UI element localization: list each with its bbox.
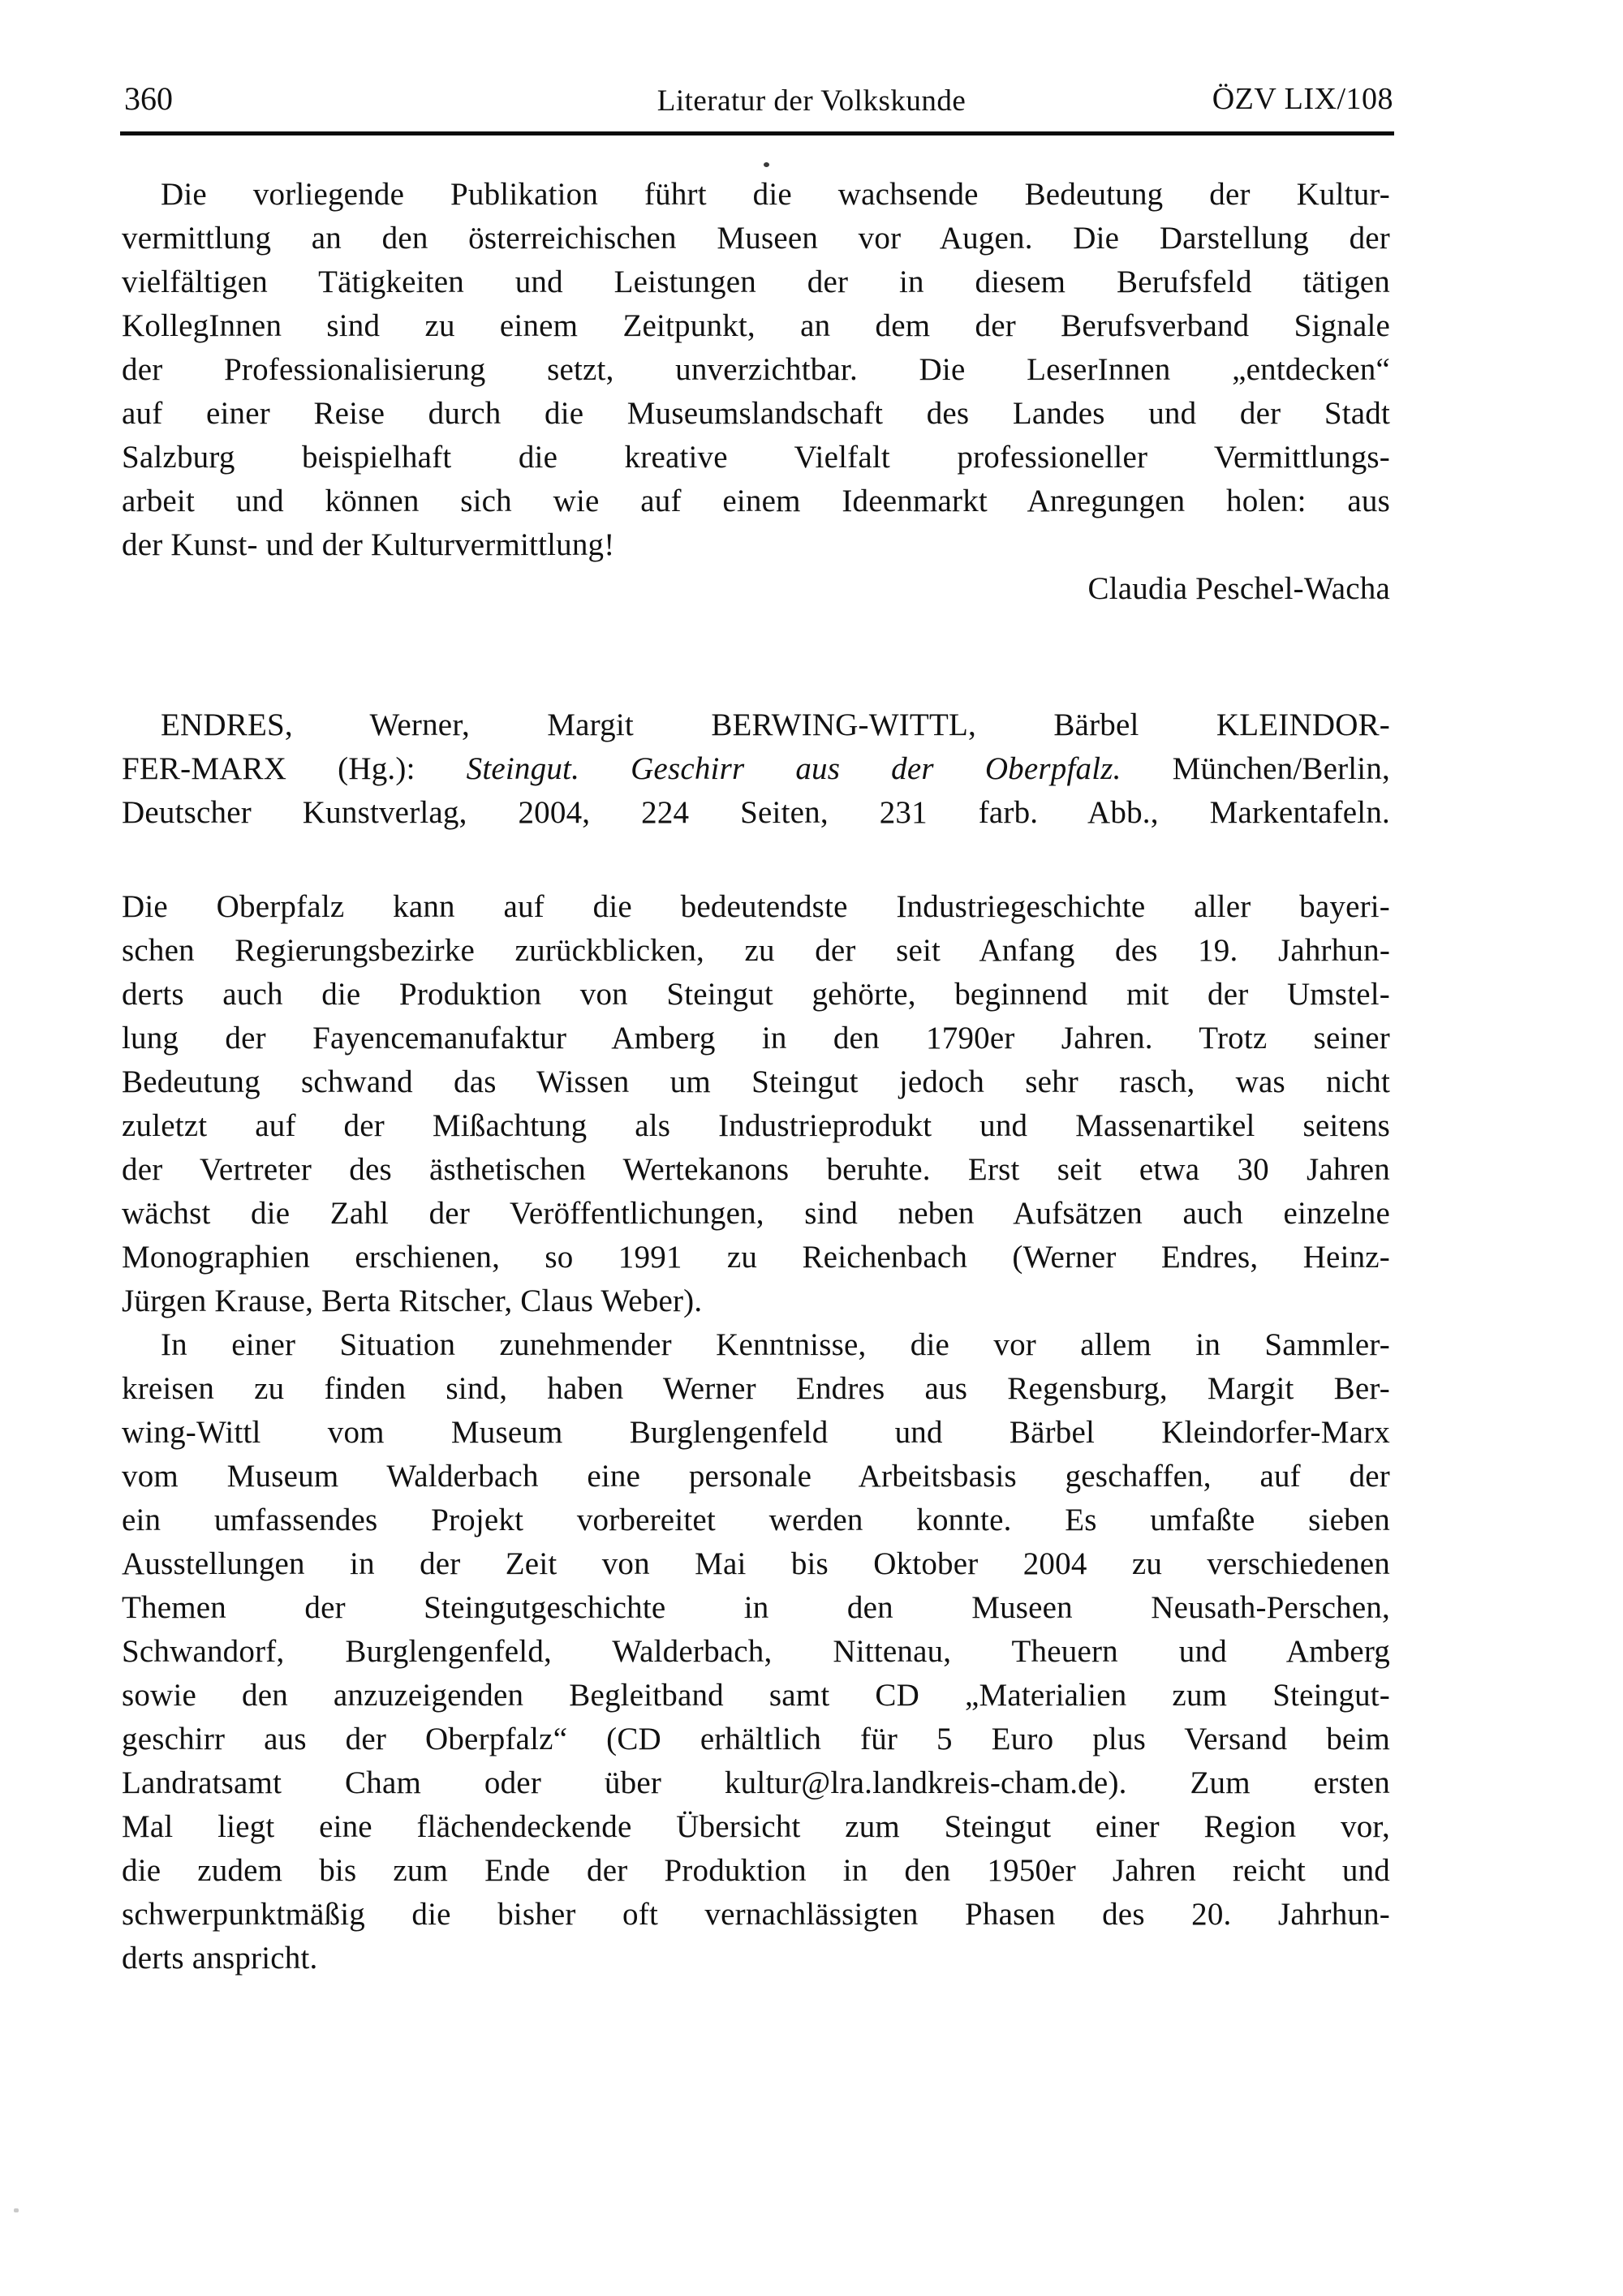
- page-number: 360: [124, 80, 173, 117]
- text-line: der Professionalisierung setzt, unverzichtbar. Die LeserInnen „entdecken“: [122, 352, 1390, 387]
- text-line: vielfältigen Tätigkeiten und Leistungen der in diesem Berufsfeld tätigen: [122, 264, 1390, 299]
- text-line: Monographien erschienen, so 1991 zu Reichenbach (Werner Endres, Heinz-: [122, 1240, 1390, 1275]
- text-line: kreisen zu finden sind, haben Werner Endres aus Regensburg, Margit Ber-: [122, 1371, 1390, 1406]
- citation-text: Deutscher Kunstverlag, 2004, 224 Seiten, 231 farb. Abb., Markentafeln.: [122, 795, 1390, 830]
- header-rule: [120, 131, 1394, 135]
- text-line: derts auch die Produktion von Steingut gehörte, beginnend mit der Umstel-: [122, 977, 1390, 1012]
- text-line: vom Museum Walderbach eine personale Arbeitsbasis geschaffen, auf der: [122, 1459, 1390, 1494]
- text-line: schwerpunktmäßig die bisher oft vernachlässigten Phasen des 20. Jahrhun-: [122, 1897, 1390, 1932]
- review-closing-paragraph: [122, 173, 1390, 611]
- text-line: Die vorliegende Publikation führt die wachsende Bedeutung der Kultur-: [161, 177, 1390, 212]
- book-citation: [122, 703, 1390, 835]
- text-line: ein umfassendes Projekt vorbereitet werden konnte. Es umfaßte sieben: [122, 1503, 1390, 1537]
- review-body: [122, 885, 1390, 1980]
- text-line: Landratsamt Cham oder über kultur@lra.landkreis-cham.de). Zum ersten: [122, 1765, 1390, 1800]
- scan-artifact-dot: [764, 162, 769, 167]
- citation-line: [122, 703, 1390, 747]
- text-line: sowie den anzuzeigenden Begleitband samt CD „Materialien zum Steingut-: [122, 1678, 1390, 1713]
- text-line: Mal liegt eine flächendeckende Übersicht zum Steingut einer Region vor,: [122, 1809, 1390, 1844]
- text-line: vermittlung an den österreichischen Museen vor Augen. Die Darstellung der: [122, 221, 1390, 256]
- text-line: Die Oberpfalz kann auf die bedeutendste Industriegeschichte aller bayeri-: [122, 889, 1390, 924]
- reviewer-signature: Claudia Peschel-Wacha: [1087, 571, 1390, 606]
- text-line: der Kunst- und der Kulturvermittlung!: [122, 527, 615, 562]
- text-line: die zudem bis zum Ende der Produktion in den 1950er Jahren reicht und: [122, 1853, 1390, 1888]
- text-line: auf einer Reise durch die Museumslandschaft des Landes und der Stadt: [122, 396, 1390, 431]
- citation-line: [122, 791, 1390, 835]
- text-line: wing-Wittl vom Museum Burglengenfeld und Bärbel Kleindorfer-Marx: [122, 1415, 1390, 1450]
- text-line: geschirr aus der Oberpfalz“ (CD erhältlich für 5 Euro plus Versand beim: [122, 1722, 1390, 1756]
- text-line: In einer Situation zunehmender Kenntnisse, die vor allem in Sammler-: [161, 1327, 1390, 1362]
- text-line: Schwandorf, Burglengenfeld, Walderbach, Nittenau, Theuern und Amberg: [122, 1634, 1390, 1669]
- citation-text: FER-MARX (Hg.):: [122, 751, 467, 786]
- text-line: Bedeutung schwand das Wissen um Steingut jedoch sehr rasch, was nicht: [122, 1064, 1390, 1099]
- text-line: Themen der Steingutgeschichte in den Museen Neusath-Perschen,: [122, 1590, 1390, 1625]
- scan-artifact-speck: [14, 2208, 19, 2212]
- citation-text: ENDRES, Werner, Margit BERWING-WITTL, Bärbel KLEINDOR-: [161, 707, 1390, 742]
- text-line: Salzburg beispielhaft die kreative Vielfalt professioneller Vermittlungs-: [122, 440, 1390, 475]
- text-line: lung der Fayencemanufaktur Amberg in den 1790er Jahren. Trotz seiner: [122, 1021, 1390, 1056]
- text-line: der Vertreter des ästhetischen Wertekanons beruhte. Erst seit etwa 30 Jahren: [122, 1152, 1390, 1187]
- text-line: derts anspricht.: [122, 1941, 318, 1976]
- text-line: zuletzt auf der Mißachtung als Industrieprodukt und Massenartikel seitens: [122, 1108, 1390, 1143]
- text-line: wächst die Zahl der Veröffentlichungen, sind neben Aufsätzen auch einzelne: [122, 1196, 1390, 1231]
- journal-reference: ÖZV LIX/108: [1212, 82, 1393, 116]
- text-line: arbeit und können sich wie auf einem Ideenmarkt Anregungen holen: aus: [122, 484, 1390, 518]
- text-line: Jürgen Krause, Berta Ritscher, Claus Weber).: [122, 1283, 703, 1318]
- running-title: Literatur der Volkskunde: [657, 84, 966, 118]
- text-line: Ausstellungen in der Zeit von Mai bis Oktober 2004 zu verschiedenen: [122, 1546, 1390, 1581]
- citation-text: München/Berlin,: [1121, 751, 1390, 786]
- citation-title-italic: Steingut. Geschirr aus der Oberpfalz.: [466, 751, 1121, 786]
- text-line: KollegInnen sind zu einem Zeitpunkt, an dem der Berufsverband Signale: [122, 308, 1390, 343]
- citation-line: [122, 747, 1390, 791]
- text-line: schen Regierungsbezirke zurückblicken, zu der seit Anfang des 19. Jahrhun-: [122, 933, 1390, 968]
